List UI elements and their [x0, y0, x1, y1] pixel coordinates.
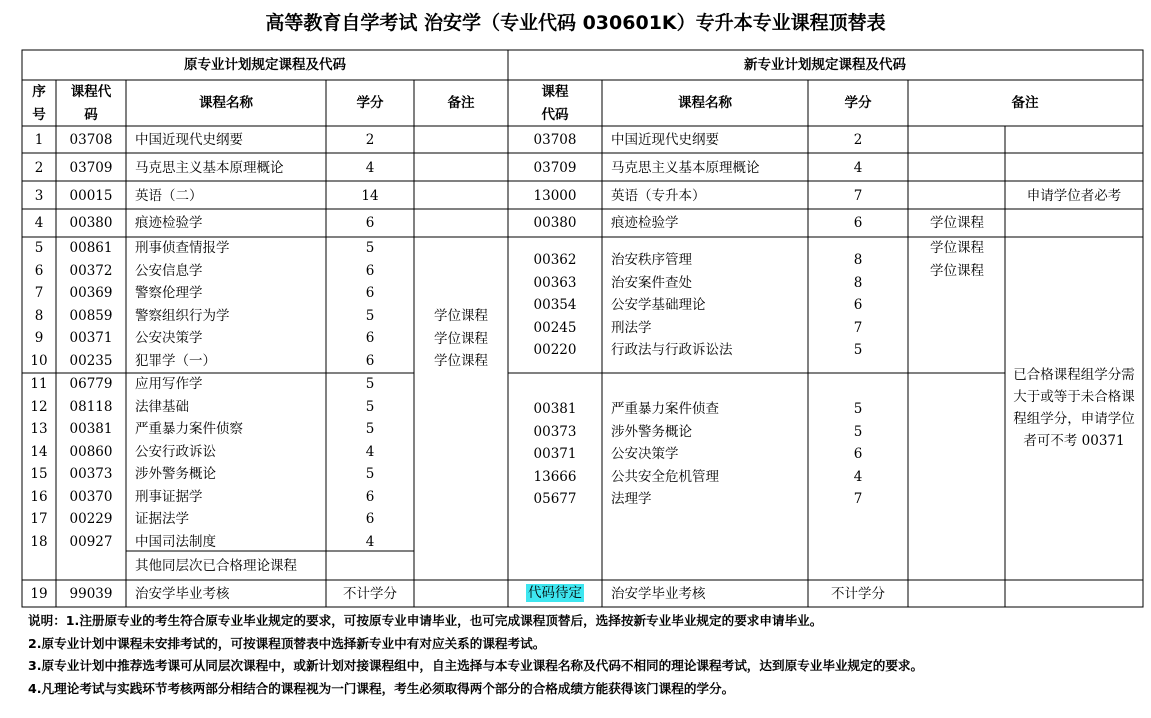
list-item: 严重暴力案件侦察 [135, 421, 243, 437]
merged-remark: 已合格课程组学分需大于或等于未合格课程组学分，申请学位者可不考 00371 [1013, 367, 1135, 449]
list-item: 6 [365, 330, 375, 346]
list-item: 6 [853, 446, 863, 462]
list-item: 10 [30, 352, 48, 369]
list-item: 13 [30, 421, 48, 437]
note-1: 说明：1.注册原专业的考生符合原专业毕业规定的要求，可按原专业申请毕业，也可完成课程顶替后，选择按新专业毕业规定的要求申请毕业。 [28, 613, 823, 628]
cell-no: 1 [34, 132, 44, 148]
list-item: 7 [34, 285, 44, 301]
header-name: 课程名称 [199, 95, 253, 111]
list-item: 11 [30, 376, 48, 392]
cell-code: 99039 [69, 586, 113, 602]
cell-code: 03709 [69, 160, 113, 176]
note-2: 2.原专业计划中课程未安排考试的，可按课程顶替表中选择新专业中有对应关系的课程考试。 [28, 635, 546, 651]
cell-no: 19 [30, 586, 48, 602]
cell-r-credit: 6 [853, 215, 863, 231]
list-item: 学位课程 [930, 240, 984, 256]
cell-credit: 不计学分 [343, 586, 397, 602]
list-item: 4 [365, 443, 375, 460]
cell-no: 2 [34, 160, 44, 176]
list-item: 犯罪学（一） [135, 352, 216, 369]
group-a-new-name [611, 249, 733, 362]
list-item: 涉外警务概论 [611, 423, 692, 440]
list-item: 7 [853, 319, 863, 336]
list-item: 00381 [69, 421, 113, 437]
list-item: 00354 [533, 297, 577, 313]
group-a-name [135, 237, 230, 372]
header-remark: 备注 [447, 95, 475, 111]
list-item: 6 [365, 285, 375, 301]
cell-r-credit: 不计学分 [831, 586, 885, 602]
group-a-code [70, 237, 113, 372]
list-item: 00860 [69, 443, 113, 460]
list-item: 00381 [533, 401, 577, 417]
header-seq [32, 81, 46, 126]
list-item: 00235 [69, 352, 113, 369]
header-r-remark: 备注 [1011, 95, 1039, 111]
list-item: 5 [853, 342, 863, 358]
list-item: 治安案件查处 [611, 274, 692, 291]
list-item: 严重暴力案件侦查 [611, 401, 719, 417]
list-item: 00369 [69, 285, 113, 301]
list-item: 6 [34, 262, 44, 279]
list-item: 法理学 [611, 491, 652, 507]
list-item: 00859 [69, 307, 113, 324]
header-seq-line1: 序 [32, 84, 46, 100]
list-item: 涉外警务概论 [135, 466, 216, 482]
header-r-code [542, 81, 569, 126]
list-item: 刑事证据学 [135, 488, 203, 505]
list-item: 学位课程 [930, 262, 984, 279]
list-item: 8 [853, 274, 863, 291]
header-code-line1: 课程代 [70, 84, 112, 100]
notes [28, 610, 923, 700]
list-item: 00362 [533, 252, 577, 268]
list-item: 中国司法制度 [135, 533, 216, 550]
cell-r-name: 英语（专升本） [611, 188, 706, 204]
list-item: 13666 [533, 468, 577, 485]
cell-name: 英语（二） [135, 188, 203, 204]
list-item: 6 [853, 297, 863, 313]
list-item: 法律基础 [135, 398, 189, 415]
cell-r-name: 治安学毕业考核 [611, 586, 706, 602]
list-item: 4 [365, 533, 375, 550]
list-item: 公安行政诉讼 [135, 443, 216, 460]
list-item: 14 [30, 443, 48, 460]
list-item: 公安决策学 [135, 330, 203, 346]
cell-name: 中国近现代史纲要 [135, 132, 243, 148]
cell-code: 03708 [69, 132, 113, 148]
list-item: 公安信息学 [135, 262, 203, 279]
list-item: 公安决策学 [611, 446, 679, 462]
cell-credit: 4 [365, 160, 375, 176]
list-item: 5 [365, 398, 375, 415]
list-item: 17 [30, 511, 48, 527]
page-title: 高等教育自学考试 治安学（专业代码 030601K）专升本专业课程顶替表 [265, 12, 886, 34]
code-pending-badge: 代码待定 [528, 585, 582, 601]
note-4: 4.凡理论考试与实践环节考核两部分相结合的课程视为一门课程，考生必须取得两个部分的合格成绩方能获得该门课程的学分。 [28, 680, 735, 696]
list-item: 00220 [533, 342, 577, 358]
cell-r-code: 03708 [533, 132, 577, 148]
header-credit: 学分 [356, 95, 384, 111]
list-item: 00371 [69, 330, 113, 346]
list-item: 治安秩序管理 [611, 252, 692, 268]
list-item: 学位课程 [434, 330, 488, 347]
list-item: 公安学基础理论 [611, 297, 706, 313]
cell-r-name: 痕迹检验学 [611, 215, 679, 231]
list-item: 行政法与行政诉讼法 [611, 342, 733, 358]
list-item: 8 [853, 252, 863, 268]
cell-code: 00380 [69, 215, 113, 231]
list-item: 00373 [533, 423, 577, 440]
group-b-new-name [611, 398, 719, 511]
list-item: 00363 [533, 274, 577, 291]
list-item: 5 [365, 466, 375, 482]
list-item: 06779 [69, 376, 113, 392]
group-a-new-code [534, 249, 577, 362]
cell-name: 痕迹检验学 [135, 215, 203, 231]
note-3: 3.原专业计划中推荐选考课可从同层次课程中，或新计划对接课程组中，自主选择与本专业课程名称及代码不相同的理论课程考试，达到原专业毕业规定的要求。 [28, 658, 924, 673]
cell-code: 00015 [69, 188, 113, 204]
cell-r-code: 03709 [533, 160, 577, 176]
list-item: 00927 [69, 533, 113, 550]
cell-credit: 2 [365, 132, 375, 148]
cell-credit: 14 [361, 188, 379, 204]
group-b-credit [366, 373, 375, 553]
list-item: 00861 [69, 240, 113, 256]
group-b-new-code [534, 398, 577, 511]
header-code-line2: 码 [84, 106, 98, 123]
cell-r-code: 13000 [533, 188, 577, 204]
list-item: 6 [365, 262, 375, 279]
list-item: 警察组织行为学 [135, 307, 230, 324]
list-item: 6 [365, 511, 375, 527]
list-item: 警察伦理学 [135, 285, 203, 301]
list-item: 00371 [533, 446, 577, 462]
cell-r-code: 00380 [533, 215, 577, 231]
list-item: 7 [853, 491, 863, 507]
list-item: 12 [30, 398, 48, 415]
list-item: 证据法学 [135, 511, 189, 527]
list-item: 应用写作学 [135, 376, 203, 392]
left-remarks [434, 305, 488, 373]
header-r-credit: 学分 [844, 95, 872, 111]
list-item: 9 [34, 330, 44, 346]
left-section-header: 原专业计划规定课程及代码 [184, 57, 346, 73]
list-item: 00245 [533, 319, 577, 336]
cell-credit: 6 [365, 215, 375, 231]
list-item: 8 [34, 307, 44, 324]
list-item: 4 [853, 468, 863, 485]
header-code [71, 81, 112, 126]
list-item: 5 [365, 421, 375, 437]
list-item: 00229 [69, 511, 113, 527]
group-a-no [30, 237, 47, 372]
other-course: 其他同层次已合格理论课程 [135, 558, 297, 574]
cell-name: 治安学毕业考核 [135, 586, 230, 602]
list-item: 刑法学 [611, 319, 652, 336]
list-item: 5 [853, 423, 863, 440]
list-item: 08118 [69, 398, 113, 415]
cell-r-credit: 7 [853, 188, 863, 204]
list-item: 刑事侦查情报学 [135, 240, 230, 256]
group-b-new-credit [854, 398, 863, 511]
cell-r-name: 中国近现代史纲要 [611, 132, 719, 148]
list-item: 16 [30, 488, 48, 505]
cell-no: 4 [34, 215, 44, 231]
list-item: 5 [853, 401, 863, 417]
list-item: 6 [365, 352, 375, 369]
list-item: 公共安全危机管理 [611, 468, 719, 485]
list-item: 00373 [69, 466, 113, 482]
header-r-name: 课程名称 [678, 95, 732, 111]
group-a-new-remarks [930, 237, 984, 282]
list-item: 5 [365, 307, 375, 324]
header-r-code-line2: 代码 [541, 106, 569, 123]
right-section-header: 新专业计划规定课程及代码 [744, 57, 906, 73]
cell-r-remark: 学位课程 [930, 215, 984, 231]
header-seq-line2: 号 [32, 106, 46, 123]
list-item: 5 [34, 240, 44, 256]
cell-r-remark: 申请学位者必考 [1026, 188, 1122, 204]
cell-name: 马克思主义基本原理概论 [135, 160, 284, 176]
cell-r-credit: 4 [853, 160, 863, 176]
list-item: 15 [30, 466, 48, 482]
list-item: 05677 [533, 491, 577, 507]
list-item: 学位课程 [434, 308, 488, 324]
list-item: 学位课程 [434, 353, 488, 369]
list-item: 6 [365, 488, 375, 505]
list-item: 5 [365, 240, 375, 256]
list-item: 00372 [69, 262, 113, 279]
group-a-new-credit [854, 249, 863, 362]
cell-r-name: 马克思主义基本原理概论 [611, 160, 760, 176]
group-b-name [135, 373, 243, 553]
group-b-no [30, 373, 47, 553]
group-b-code [70, 373, 113, 553]
list-item: 00370 [69, 488, 113, 505]
list-item: 5 [365, 376, 375, 392]
cell-no: 3 [34, 188, 44, 204]
header-r-code-line1: 课程 [541, 84, 569, 100]
cell-r-code-highlight [526, 585, 584, 601]
list-item: 18 [30, 533, 48, 550]
cell-r-credit: 2 [853, 132, 863, 148]
group-a-credit [366, 237, 375, 372]
